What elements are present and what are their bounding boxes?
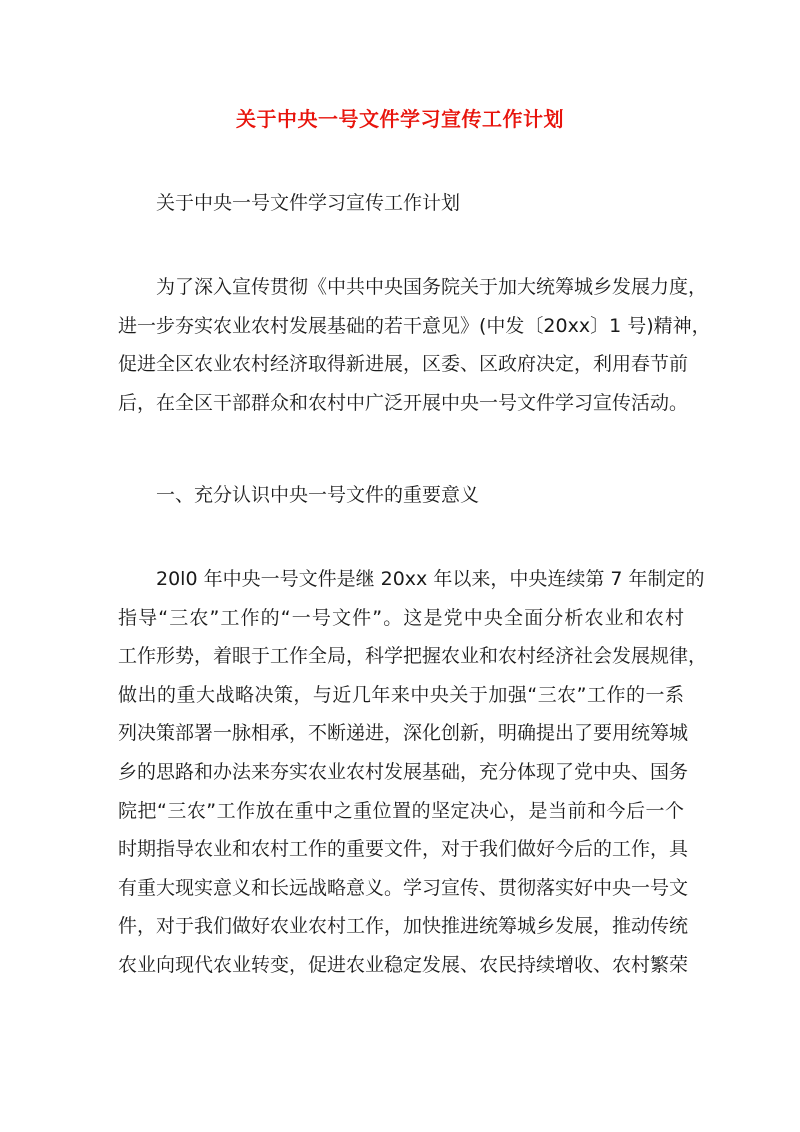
intro-paragraph (118, 268, 711, 422)
paragraph-line: 有重大现实意义和长远战略意义。学习宣传、贯彻落实好中央一号文 (118, 876, 689, 899)
paragraph-line: 院把“三农”工作放在重中之重位置的坚定决心，是当前和今后一个 (118, 799, 684, 822)
paragraph-line: 指导“三农”工作的“一号文件”。这是党中央全面分析农业和农村 (118, 606, 684, 629)
paragraph-line: 进一步夯实农业农村发展基础的若干意见》(中发〔20xx〕1 号)精神， (118, 314, 711, 337)
paragraph-line: 农业向现代农业转变，促进农业稳定发展、农民持续增收、农村繁荣 (118, 953, 689, 976)
paragraph-line: 件，对于我们做好农业农村工作，加快推进统筹城乡发展，推动传统 (118, 915, 689, 938)
paragraph-line: 为了深入宣传贯彻《中共中央国务院关于加大统筹城乡发展力度， (156, 276, 708, 298)
document-title: 关于中央一号文件学习宣传工作计划 (236, 107, 564, 131)
paragraph-line: 促进全区农业农村经济取得新进展，区委、区政府决定，利用春节前 (118, 353, 689, 376)
paragraph-line: 乡的思路和办法来夯实农业农村发展基础，充分体现了党中央、国务 (118, 760, 689, 783)
section-paragraph (118, 560, 708, 985)
paragraph-line: 时期指导农业和农村工作的重要文件，对于我们做好今后的工作，具 (118, 838, 689, 861)
paragraph-line: 列决策部署一脉相承，不断递进，深化创新，明确提出了要用统筹城 (118, 722, 689, 745)
paragraph-line: 做出的重大战略决策，与近几年来中央关于加强“三农”工作的一系 (118, 683, 684, 706)
paragraph-line: 工作形势，着眼于工作全局，科学把握农业和农村经济社会发展规律， (118, 645, 708, 668)
paragraph-line: 后，在全区干部群众和农村中广泛开展中央一号文件学习宣传活动。 (118, 391, 689, 414)
section-heading: 一、充分认识中央一号文件的重要意义 (156, 484, 480, 506)
document-subtitle: 关于中央一号文件学习宣传工作计划 (156, 192, 461, 214)
paragraph-line: 20l0 年中央一号文件是继 20xx 年以来，中央连续第 7 年制定的 (156, 568, 705, 590)
